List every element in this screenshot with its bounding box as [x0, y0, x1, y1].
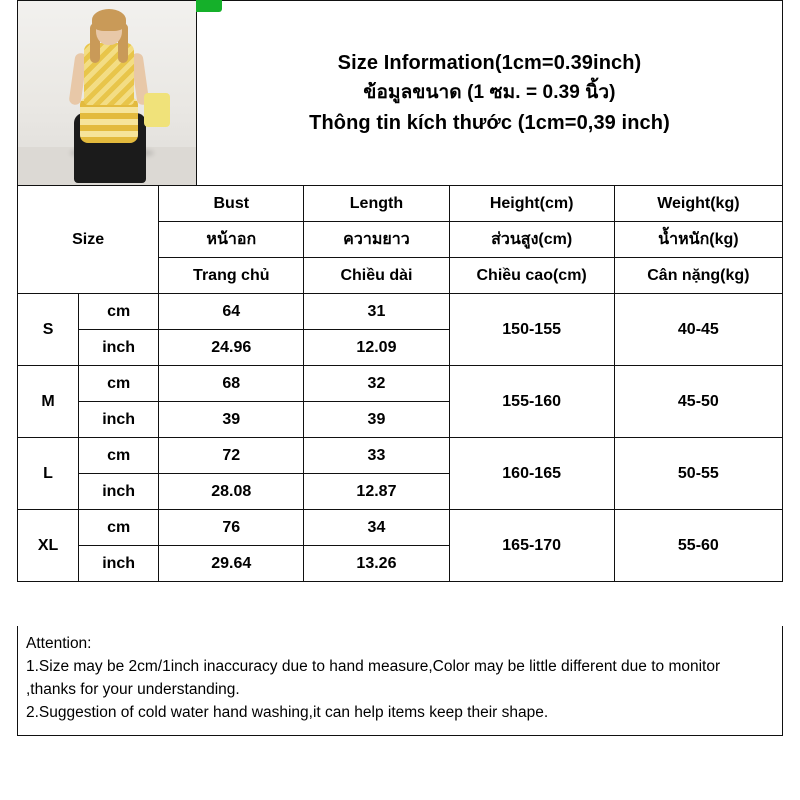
header-height-th: ส่วนสูง(cm): [449, 222, 614, 258]
row-length-cm: 31: [304, 294, 449, 330]
header-length-en: Length: [304, 186, 449, 222]
title-line-en: Size Information(1cm=0.39inch): [337, 52, 642, 74]
green-accent-tab: [196, 0, 222, 12]
row-length-inch: 13.26: [304, 546, 449, 582]
row-weight: 50-55: [614, 438, 782, 510]
row-unit-cm: cm: [79, 510, 159, 546]
row-bust-inch: 39: [159, 402, 304, 438]
header-length-th: ความยาว: [304, 222, 449, 258]
row-height: 150-155: [449, 294, 614, 366]
row-size-label: S: [18, 294, 79, 366]
row-size-label: L: [18, 438, 79, 510]
header-height-en: Height(cm): [449, 186, 614, 222]
table-header-row-en: [18, 186, 783, 222]
row-unit-cm: cm: [79, 438, 159, 474]
row-unit-cm: cm: [79, 366, 159, 402]
header-bust-th: หน้าอก: [159, 222, 304, 258]
row-bust-cm: 76: [159, 510, 304, 546]
row-height: 165-170: [449, 510, 614, 582]
table-row: [18, 438, 783, 474]
row-unit-inch: inch: [79, 402, 159, 438]
row-bust-cm: 64: [159, 294, 304, 330]
row-unit-inch: inch: [79, 546, 159, 582]
row-unit-inch: inch: [79, 330, 159, 366]
header-length-vi: Chiều dài: [304, 258, 449, 294]
row-length-inch: 12.09: [304, 330, 449, 366]
row-weight: 45-50: [614, 366, 782, 438]
product-photo: [18, 1, 197, 185]
attention-heading: Attention:: [26, 635, 92, 652]
header-weight-vi: Cân nặng(kg): [614, 258, 782, 294]
row-height: 155-160: [449, 366, 614, 438]
size-table: [17, 185, 783, 582]
row-length-cm: 33: [304, 438, 449, 474]
header-area: [17, 0, 783, 185]
header-height-vi: Chiều cao(cm): [449, 258, 614, 294]
photo-handbag: [144, 93, 170, 127]
row-bust-cm: 68: [159, 366, 304, 402]
row-height: 160-165: [449, 438, 614, 510]
table-row: [18, 294, 783, 330]
row-length-inch: 12.87: [304, 474, 449, 510]
row-length-cm: 34: [304, 510, 449, 546]
row-size-label: M: [18, 366, 79, 438]
header-bust-en: Bust: [159, 186, 304, 222]
header-bust-vi: Trang chủ: [159, 258, 304, 294]
row-bust-inch: 29.64: [159, 546, 304, 582]
attention-line-1: 1.Size may be 2cm/1inch inaccuracy due to hand measure,Color may be little different due to monitor ,thanks for your understanding.: [26, 658, 721, 698]
row-unit-cm: cm: [79, 294, 159, 330]
row-unit-inch: inch: [79, 474, 159, 510]
photo-hair: [92, 9, 126, 31]
table-row: [18, 366, 783, 402]
row-weight: 55-60: [614, 510, 782, 582]
row-length-cm: 32: [304, 366, 449, 402]
header-size-cell: Size: [18, 186, 159, 294]
attention-box: [17, 626, 783, 736]
row-bust-inch: 24.96: [159, 330, 304, 366]
row-size-label: XL: [18, 510, 79, 582]
row-length-inch: 39: [304, 402, 449, 438]
title-line-th: ข้อมูลขนาด (1 ซม. = 0.39 นิ้ว): [363, 82, 616, 103]
header-weight-en: Weight(kg): [614, 186, 782, 222]
title-line-vi: Thông tin kích thước (1cm=0,39 inch): [309, 112, 670, 134]
table-row: [18, 510, 783, 546]
row-bust-cm: 72: [159, 438, 304, 474]
row-bust-inch: 28.08: [159, 474, 304, 510]
row-weight: 40-45: [614, 294, 782, 366]
attention-line-2: 2.Suggestion of cold water hand washing,it can help items keep their shape.: [26, 704, 549, 721]
title-block: [197, 1, 782, 185]
header-weight-th: น้ำหนัก(kg): [614, 222, 782, 258]
